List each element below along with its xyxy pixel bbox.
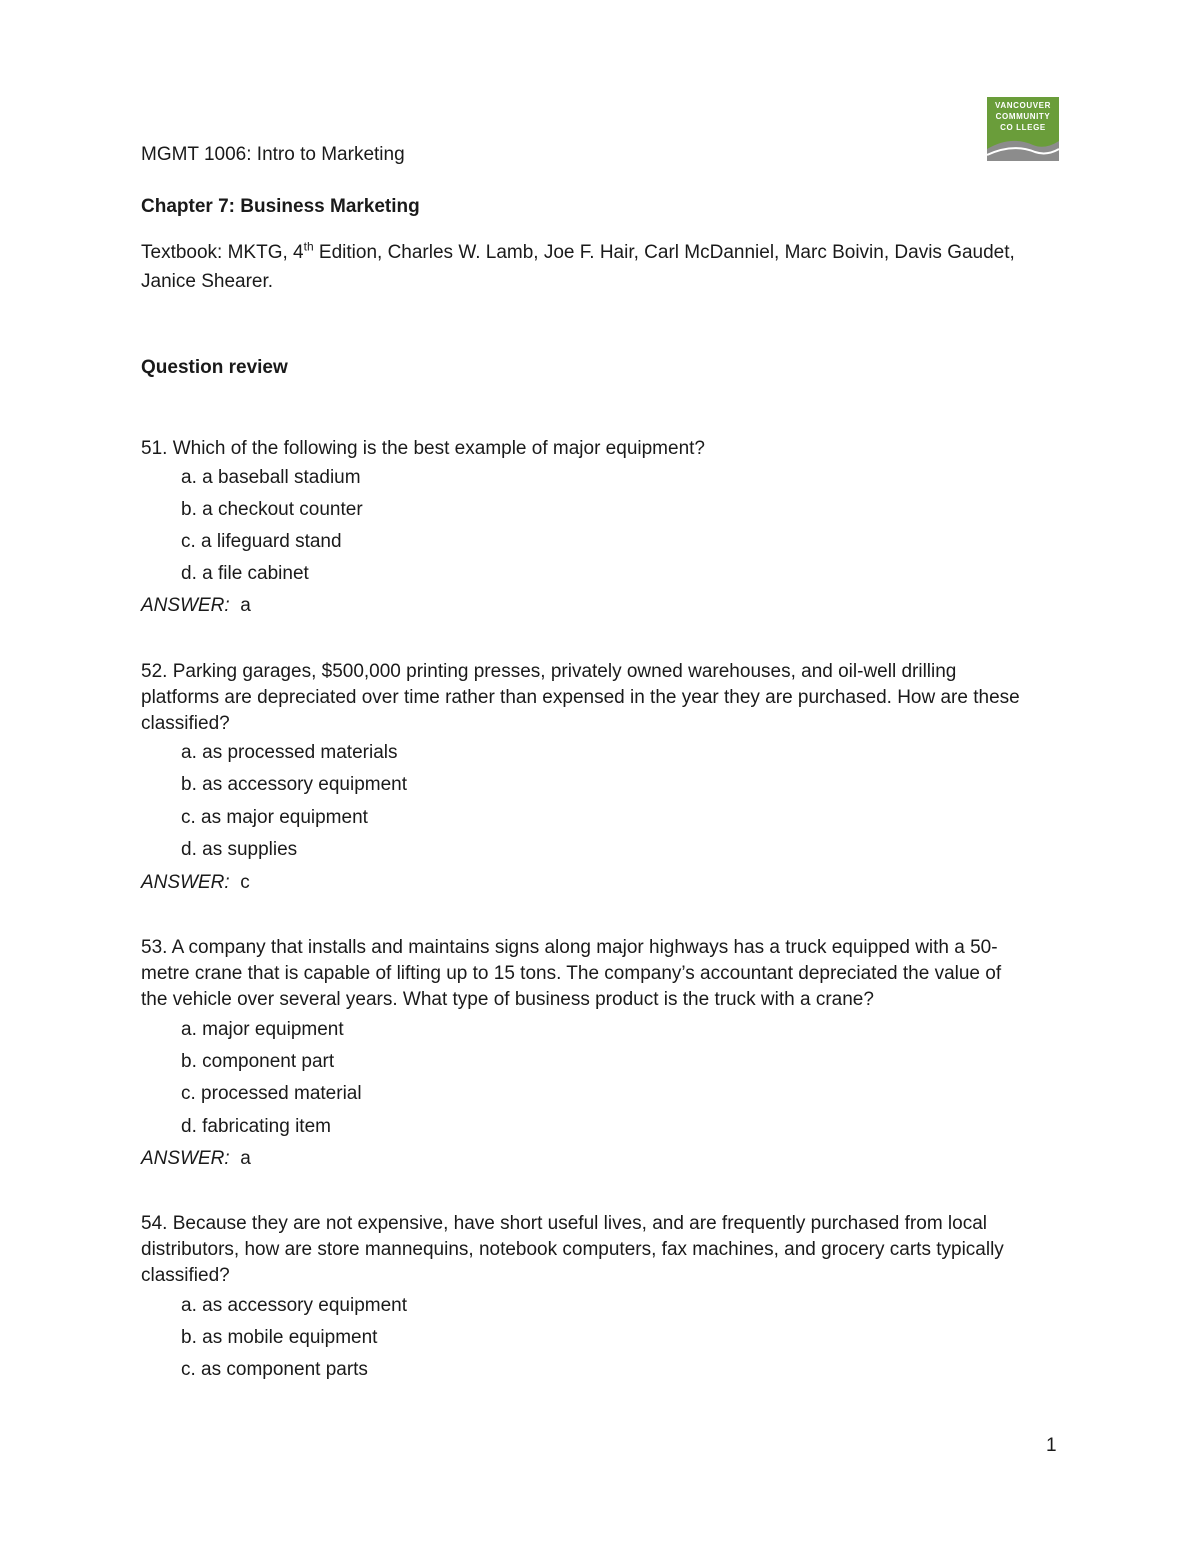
question-51-option-d: d. a file cabinet: [181, 563, 309, 584]
svg-text:CO LLEGE: CO LLEGE: [1000, 123, 1046, 132]
question-53-answer: ANSWER: a: [141, 1148, 251, 1169]
question-54-option-a: a. as accessory equipment: [181, 1295, 408, 1316]
question-53-text-line3: the vehicle over several years. What type of business product is the truck with a crane?: [141, 989, 874, 1010]
college-logo: [987, 97, 1059, 161]
question-53-option-d: d. fabricating item: [181, 1116, 331, 1137]
textbook-citation: Textbook: MKTG, 4th Edition, Charles W. Lamb, Joe F. Hair, Carl McDanniel, Marc Boivin, Davis Gaudet,: [141, 239, 1015, 263]
question-51-answer: ANSWER: a: [141, 595, 251, 616]
question-52-text-line2: platforms are depreciated over time rather than expensed in the year they are purchased. How are these: [141, 687, 1020, 708]
question-53-option-a: a. major equipment: [181, 1019, 344, 1040]
question-54-option-b: b. as mobile equipment: [181, 1327, 378, 1348]
question-53-text-line2: metre crane that is capable of lifting up to 15 tons. The company’s accountant depreciated the value of: [141, 963, 1002, 984]
section-title: Question review: [141, 357, 288, 378]
question-51-text: 51. Which of the following is the best example of major equipment?: [141, 438, 705, 459]
question-51-option-c: c. a lifeguard stand: [181, 531, 342, 552]
svg-text:VANCOUVER: VANCOUVER: [995, 101, 1051, 110]
question-53-option-c: c. processed material: [181, 1083, 362, 1104]
question-51-option-a: a. a baseball stadium: [181, 467, 361, 488]
question-52-option-c: c. as major equipment: [181, 807, 368, 828]
question-53-option-b: b. component part: [181, 1051, 335, 1072]
question-52-option-a: a. as processed materials: [181, 742, 398, 763]
question-52-option-b: b. as accessory equipment: [181, 774, 408, 795]
question-54-option-c: c. as component parts: [181, 1359, 368, 1380]
svg-text:COMMUNITY: COMMUNITY: [995, 112, 1051, 121]
question-52-text-line3: classified?: [141, 713, 230, 734]
course-title: MGMT 1006: Intro to Marketing: [141, 144, 405, 165]
chapter-title: Chapter 7: Business Marketing: [141, 196, 420, 217]
question-54-text: 54. Because they are not expensive, have short useful lives, and are frequently purchased from local: [141, 1213, 988, 1234]
textbook-citation-line2: Janice Shearer.: [141, 271, 274, 292]
question-52-answer: ANSWER: c: [141, 872, 250, 893]
page-number: 1: [1046, 1435, 1057, 1456]
question-53-text: 53. A company that installs and maintains signs along major highways has a truck equipped with a 50-: [141, 937, 998, 958]
question-54-text-line3: classified?: [141, 1265, 230, 1286]
question-52-option-d: d. as supplies: [181, 839, 298, 860]
question-54-text-line2: distributors, how are store mannequins, notebook computers, fax machines, and grocery carts typically: [141, 1239, 1004, 1260]
question-52-text: 52. Parking garages, $500,000 printing presses, privately owned warehouses, and oil-well drilling: [141, 661, 957, 682]
question-51-option-b: b. a checkout counter: [181, 499, 363, 520]
